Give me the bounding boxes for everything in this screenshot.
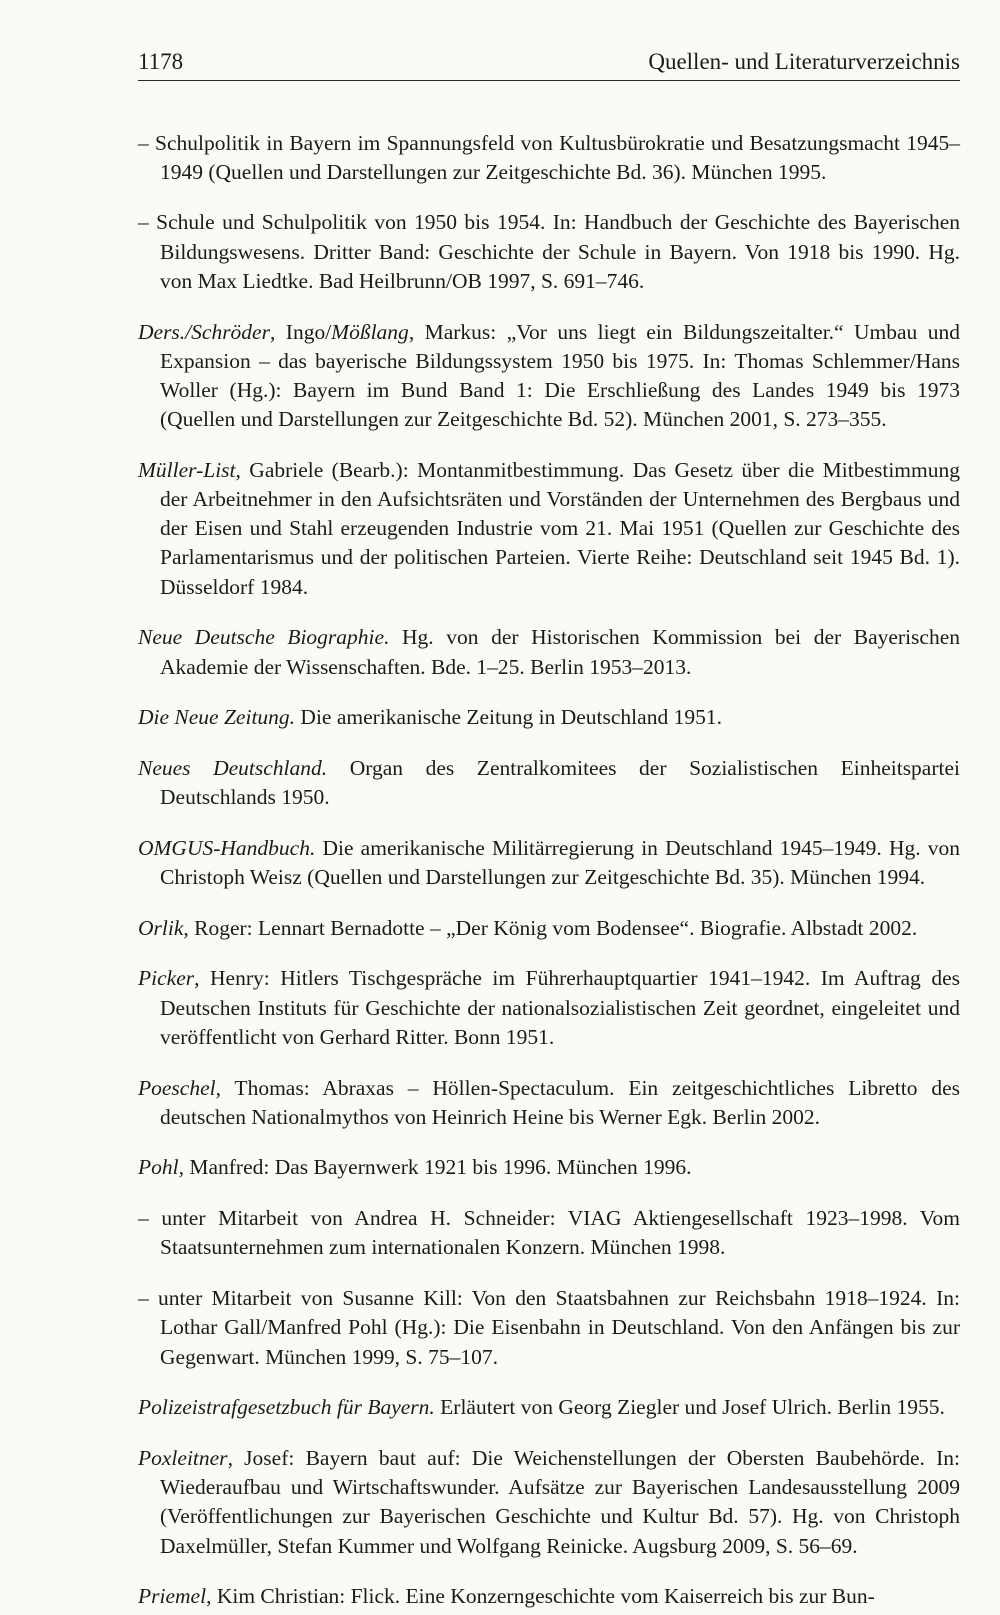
entry-lead: Picker bbox=[138, 966, 195, 991]
entry-lead: OMGUS-Handbuch. bbox=[138, 835, 316, 860]
entry-text: Organ des Zentralkomitees der Sozialistischen Einheitspartei Deutschlands 1950. bbox=[160, 755, 960, 810]
bibliography-list bbox=[138, 107, 960, 1615]
bibliography-entry bbox=[138, 914, 960, 943]
entry-text: – Schulpolitik in Bayern im Spannungsfeld von Kultusbürokratie und Besatzungsmacht 1945–1949 (Quellen und Darstellungen zur Zeitgeschichte Bd. 36). München 1995. bbox=[138, 130, 960, 184]
bibliography-entry bbox=[138, 703, 960, 732]
entry-text: – Schule und Schulpolitik von 1950 bis 1954. In: Handbuch der Geschichte des Bayerischen Bildungswesens. Dritter Band: Geschichte der Schule in Bayern. Von 1918 bis 1990. Hg. von Max Liedtke. Bad Heilbrunn/OB 1997, S. 691–746. bbox=[138, 210, 960, 293]
entry-text: Die amerikanische Militärregierung in Deutschland 1945–1949. Hg. von Christoph Weisz (Quellen und Darstellungen zur Zeitgeschichte Bd. 35). München 1994. bbox=[160, 835, 960, 890]
entry-text: , Roger: Lennart Bernadotte – „Der König vom Bodensee“. Biografie. Albstadt 2002. bbox=[183, 915, 918, 940]
bibliography-entry bbox=[138, 318, 960, 435]
entry-text: – unter Mitarbeit von Susanne Kill: Von den Staatsbahnen zur Reichsbahn 1918–1924. In: Lothar Gall/Manfred Pohl (Hg.): Die Eisenbahn in Deutschland. Von den Anfängen bis zur Gegenwart. München 1999, S. 75–107. bbox=[138, 1286, 960, 1369]
bibliography-entry bbox=[138, 964, 960, 1052]
bibliography-entry bbox=[138, 1284, 960, 1372]
entry-text: Die amerikanische Zeitung in Deutschland 1951. bbox=[295, 705, 722, 730]
running-header bbox=[138, 44, 960, 81]
entry-text: , Ingo/ bbox=[269, 319, 332, 344]
entry-text: , Thomas: Abraxas – Höllen-Spectaculum. Ein zeitgeschichtliches Libretto des deutschen Nationalmythos von Heinrich Heine bis Werner Egk. Berlin 2002. bbox=[160, 1075, 960, 1129]
entry-lead: Polizeistrafgesetzbuch für Bayern. bbox=[138, 1395, 435, 1420]
bibliography-entry bbox=[138, 1393, 960, 1422]
entry-lead: Pohl bbox=[138, 1155, 179, 1180]
entry-text: , Kim Christian: Flick. Eine Konzerngeschichte vom Kaiserreich bis zur Bun- bbox=[206, 1584, 875, 1609]
bibliography-entry bbox=[138, 129, 960, 187]
running-title: Quellen- und Literaturverzeichnis bbox=[648, 49, 960, 74]
bibliography-entry bbox=[138, 208, 960, 296]
page-number: 1178 bbox=[138, 49, 184, 74]
entry-lead-secondary: Mößlang bbox=[331, 319, 409, 344]
entry-text-secondary: , Markus: „Vor uns liegt ein Bildungszeitalter.“ Umbau und Expansion – das bayerische Bildungssystem 1950 bis 1975. In: Thomas Schlemmer/Hans Woller (Hg.): Bayern im Bund Band 1: Die Erschließung des Landes 1949 bis 1973 (Quellen und Darstellungen zur Zeitgeschichte Bd. 52). München 2001, S. 273–355. bbox=[160, 319, 960, 432]
entry-text: – unter Mitarbeit von Andrea H. Schneider: VIAG Aktiengesellschaft 1923–1998. Vom Staatsunternehmen zum internationalen Konzern. München 1998. bbox=[138, 1206, 960, 1260]
bibliography-entry bbox=[138, 1582, 960, 1611]
entry-text: Erläutert von Georg Ziegler und Josef Ulrich. Berlin 1955. bbox=[434, 1395, 945, 1420]
entry-text: , Josef: Bayern baut auf: Die Weichenstellungen der Obersten Baubehörde. In: Wiederaufbau und Wirtschaftswunder. Aufsätze zur Bayerischen Landesausstellung 2009 (Veröffentlichungen zur Bayerischen Geschichte und Kultur Bd. 57). Hg. von Christoph Daxelmüller, Stefan Kummer und Wolfgang Reinicke. Augsburg 2009, S. 56–69. bbox=[160, 1445, 960, 1558]
bibliography-entry bbox=[138, 1153, 960, 1182]
bibliography-entry bbox=[138, 1074, 960, 1132]
entry-lead: Priemel bbox=[138, 1584, 207, 1609]
entry-lead: Die Neue Zeitung. bbox=[138, 705, 296, 730]
entry-lead: Müller-List bbox=[138, 457, 236, 482]
entry-lead: Neue Deutsche Biographie. bbox=[138, 625, 390, 650]
bibliography-entry bbox=[138, 834, 960, 892]
entry-lead: Poeschel bbox=[138, 1075, 216, 1100]
bibliography-entry bbox=[138, 1204, 960, 1262]
bibliography-entry bbox=[138, 456, 960, 602]
bibliography-entry bbox=[138, 623, 960, 681]
entry-lead: Ders./Schröder bbox=[138, 319, 270, 344]
entry-text: , Gabriele (Bearb.): Montanmitbestimmung. Das Gesetz über die Mitbestimmung der Arbeitnehmer in den Aufsichtsräten und Vorständen der Unternehmen des Bergbaus und der Eisen und Stahl erzeugenden Industrie vom 21. Mai 1951 (Quellen zur Geschichte des Parlamentarismus und der politischen Parteien. Vierte Reihe: Deutschland seit 1945 Bd. 1). Düsseldorf 1984. bbox=[160, 457, 960, 599]
entry-text: Hg. von der Historischen Kommission bei der Bayerischen Akademie der Wissenschaften. Bde. 1–25. Berlin 1953–2013. bbox=[160, 625, 960, 679]
bibliography-entry bbox=[138, 754, 960, 812]
entry-lead: Neues Deutschland. bbox=[138, 755, 328, 780]
entry-lead: Orlik bbox=[138, 915, 184, 940]
entry-text: , Manfred: Das Bayernwerk 1921 bis 1996. München 1996. bbox=[178, 1155, 692, 1180]
entry-lead: Poxleitner bbox=[138, 1445, 228, 1470]
bibliography-entry bbox=[138, 1444, 960, 1561]
entry-text: , Henry: Hitlers Tischgespräche im Führerhauptquartier 1941–1942. Im Auftrag des Deutschen Instituts für Geschichte der nationalsozialistischen Zeit geordnet, eingeleitet und veröffentlicht von Gerhard Ritter. Bonn 1951. bbox=[160, 966, 960, 1049]
